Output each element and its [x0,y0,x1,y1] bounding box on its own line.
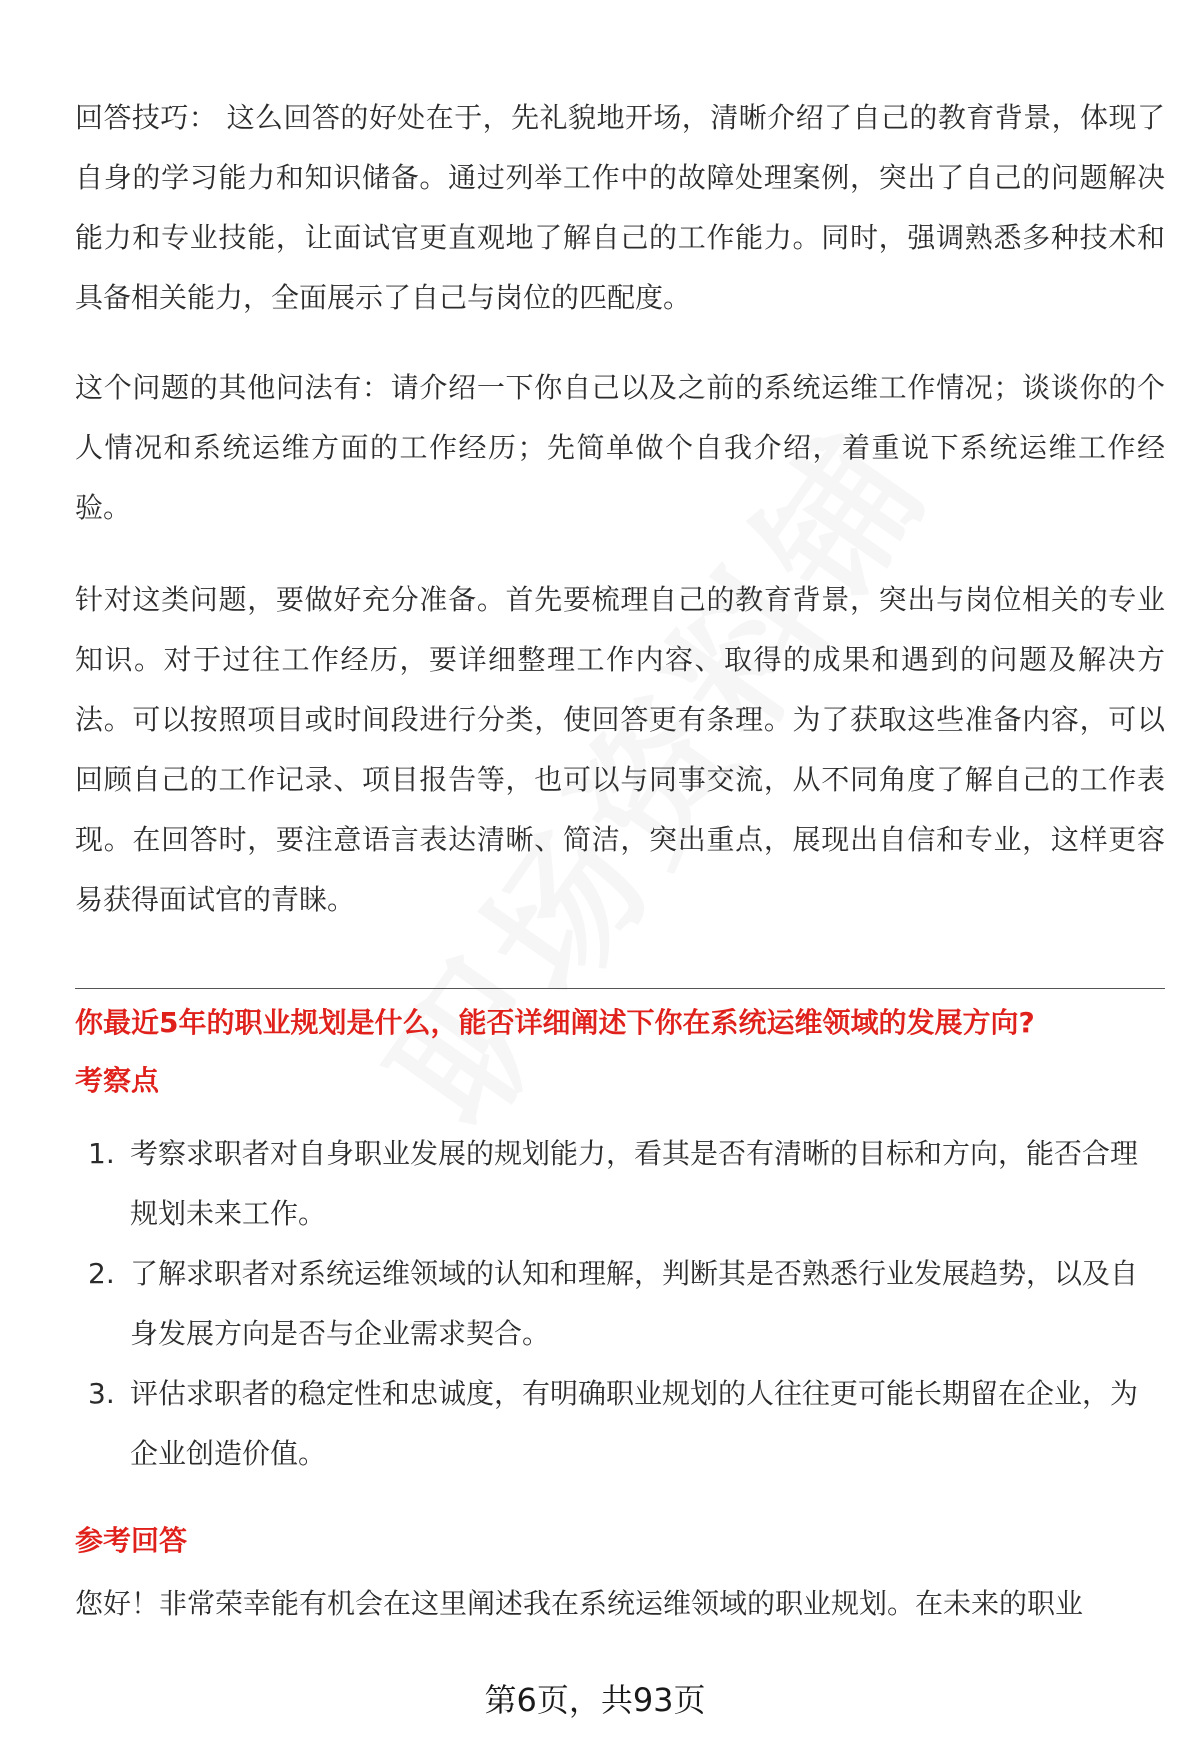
focus-points-list [75,1124,1165,1484]
reference-answer-paragraph: 您好！非常荣幸能有机会在这里阐述我在系统运维领域的职业规划。在未来的职业 [75,1587,1084,1620]
section-divider [75,988,1165,989]
focus-points-heading: 考察点 [75,1064,160,1097]
page-number-footer: 第6页，共93页 [484,1681,706,1719]
interview-question-heading: 你最近5年的职业规划是什么，能否详细阐述下你在系统运维领域的发展方向? [75,1006,1035,1039]
answer-tip-paragraph: 回答技巧： 这么回答的好处在于，先礼貌地开场，清晰介绍了自己的教育背景，体现了自身的学习能力和知识储备。通过列举工作中的故障处理案例，突出了自己的问题解决能力和专业技能，让面试官更直观地了解自己的工作能力。同时，强调熟悉多种技术和具备相关能力，全面展示了自己与岗位的匹配度。 [75,101,1165,314]
list-item-number: 3. [88,1377,115,1410]
alternative-questions-paragraph: 这个问题的其他问法有：请介绍一下你自己以及之前的系统运维工作情况；谈谈你的个人情况和系统运维方面的工作经历；先简单做个自我介绍，着重说下系统运维工作经验。 [75,371,1165,524]
reference-answer-heading: 参考回答 [75,1524,188,1557]
list-item [75,1364,1165,1484]
list-item [75,1244,1165,1364]
list-item-text: 了解求职者对系统运维领域的认知和理解，判断其是否熟悉行业发展趋势，以及自身发展方向是否与企业需求契合。 [130,1257,1139,1350]
list-item [75,1124,1165,1244]
preparation-advice-paragraph: 针对这类问题，要做好充分准备。首先要梳理自己的教育背景，突出与岗位相关的专业知识。对于过往工作经历，要详细整理工作内容、取得的成果和遇到的问题及解决方法。可以按照项目或时间段进行分类，使回答更有条理。为了获取这些准备内容，可以回顾自己的工作记录、项目报告等，也可以与同事交流，从不同角度了解自己的工作表现。在回答时，要注意语言表达清晰、简洁，突出重点，展现出自信和专业，这样更容易获得面试官的青睐。 [75,583,1165,916]
list-item-text: 评估求职者的稳定性和忠诚度，有明确职业规划的人往往更可能长期留在企业，为企业创造价值。 [130,1377,1139,1470]
list-item-text: 考察求职者对自身职业发展的规划能力，看其是否有清晰的目标和方向，能否合理规划未来工作。 [130,1137,1139,1230]
list-item-number: 1. [88,1137,115,1170]
list-item-number: 2. [88,1257,115,1290]
